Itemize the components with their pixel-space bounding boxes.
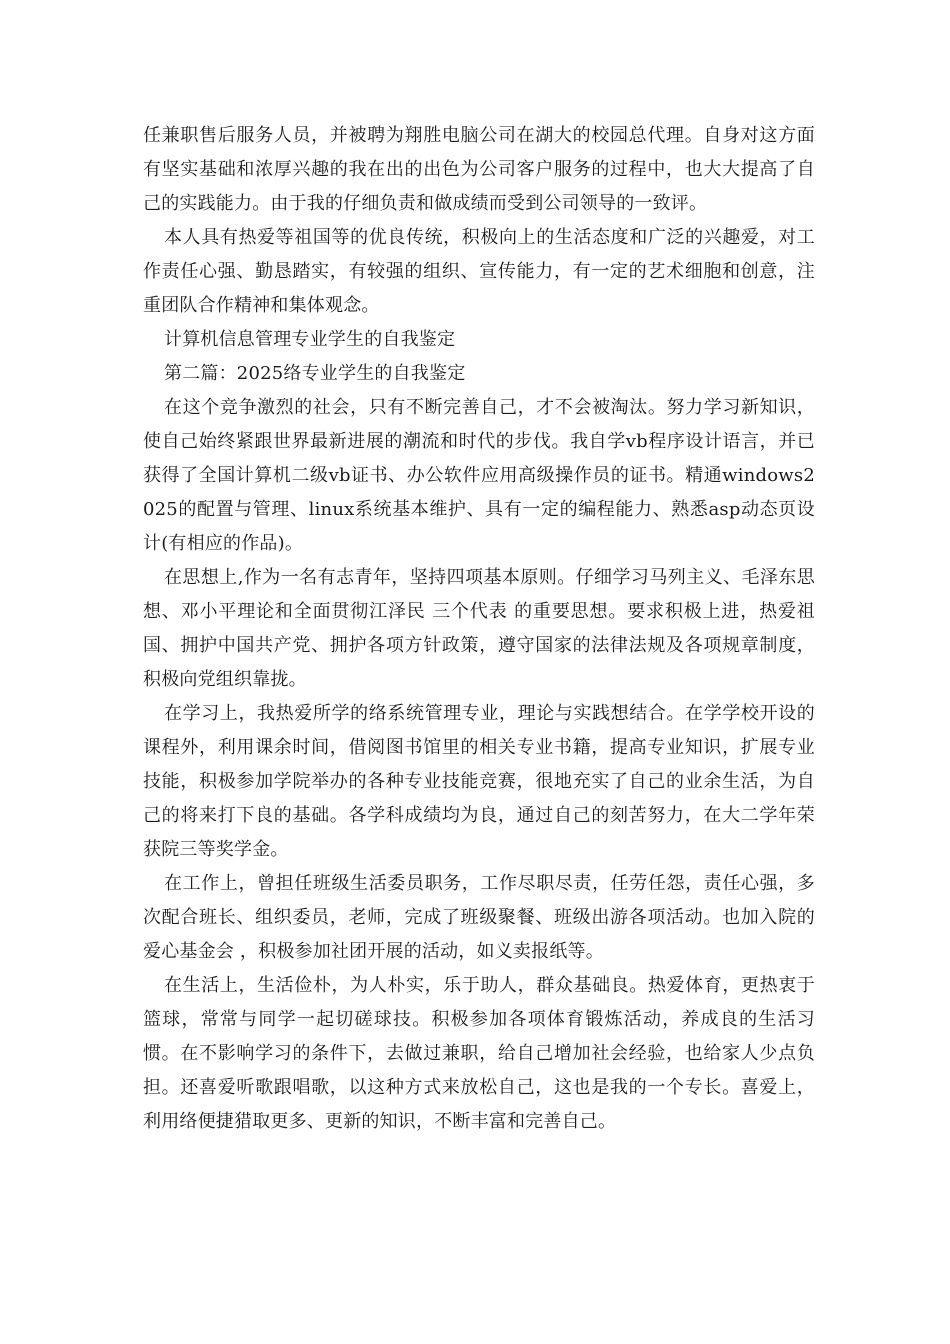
paragraph-personal-traits: 本人具有热爱等祖国等的优良传统，积极向上的生活态度和广泛的兴趣爱，对工作责任心强、勤恳踏实，有较强的组织、宣传能力，有一定的艺术细胞和创意，注重团队合作精神和集体观念。 <box>143 227 815 316</box>
section-title: 计算机信息管理专业学生的自我鉴定 <box>164 329 456 350</box>
paragraph-self-study: 在这个竞争激烈的社会，只有不断完善自己，才不会被淘汰。努力学习新知识，使自己始终紧跟世界最新进展的潮流和时代的步伐。我自学vb程序设计语言，并已获得了全国计算机二级vb证书、办公软件应用高级操作员的证书。精通windows2025的配置与管理、linux系统基本维护、具有一定的编程能力、熟悉asp动态页设计(有相应的作品)。 <box>143 397 815 554</box>
paragraph-life: 在生活上，生活俭朴，为人朴实，乐于助人，群众基础良。热爱体育，更热衷于篮球，常常与同学一起切磋球技。积极参加各项体育锻炼活动，养成良的生活习惯。在不影响学习的条件下，去做过兼职，给自己增加社会经验，也给家人少点负担。还喜爱听歌跟唱歌，以这种方式来放松自己，这也是我的一个专长。喜爱上，利用络便捷猎取更多、更新的知识，不断丰富和完善自己。 <box>143 975 815 1132</box>
paragraph-ideology: 在思想上,作为一名有志青年，坚持四项基本原则。仔细学习马列主义、毛泽东思想、邓小平理论和全面贯彻江泽民 三个代表 的重要思想。要求积极上进，热爱祖国、拥护中国共产党、拥护各项方针政策，遵守国家的法律法规及各项规章制度，积极向党组织靠拢。 <box>143 567 815 690</box>
paragraph-study: 在学习上，我热爱所学的络系统管理专业，理论与实践想结合。在学学校开设的课程外，利用课余时间，借阅图书馆里的相关专业书籍，提高专业知识，扩展专业技能，积极参加学院举办的各种专业技能竞赛，很地充实了自己的业余生活，为自己的将来打下良的基础。各学科成绩均为良，通过自己的刻苦努力，在大二学年荣获院三等奖学金。 <box>143 703 815 860</box>
paragraph-continuation: 任兼职售后服务人员，并被聘为翔胜电脑公司在湖大的校园总代理。自身对这方面有坚实基础和浓厚兴趣的我在出的出色为公司客户服务的过程中，也大大提高了自己的实践能力。由于我的仔细负责和做成绩而受到公司领导的一致评。 <box>143 125 815 214</box>
paragraph-work: 在工作上，曾担任班级生活委员职务，工作尽职尽责，任劳任怨，责任心强，多次配合班长、组织委员，老师，完成了班级聚餐、班级出游各项活动。也加入院的 爱心基金会 ，积极参加社团开展的活动，如义卖报纸等。 <box>143 873 815 962</box>
document-body <box>143 119 815 1139</box>
chapter-heading: 第二篇：2025络专业学生的自我鉴定 <box>164 363 466 384</box>
